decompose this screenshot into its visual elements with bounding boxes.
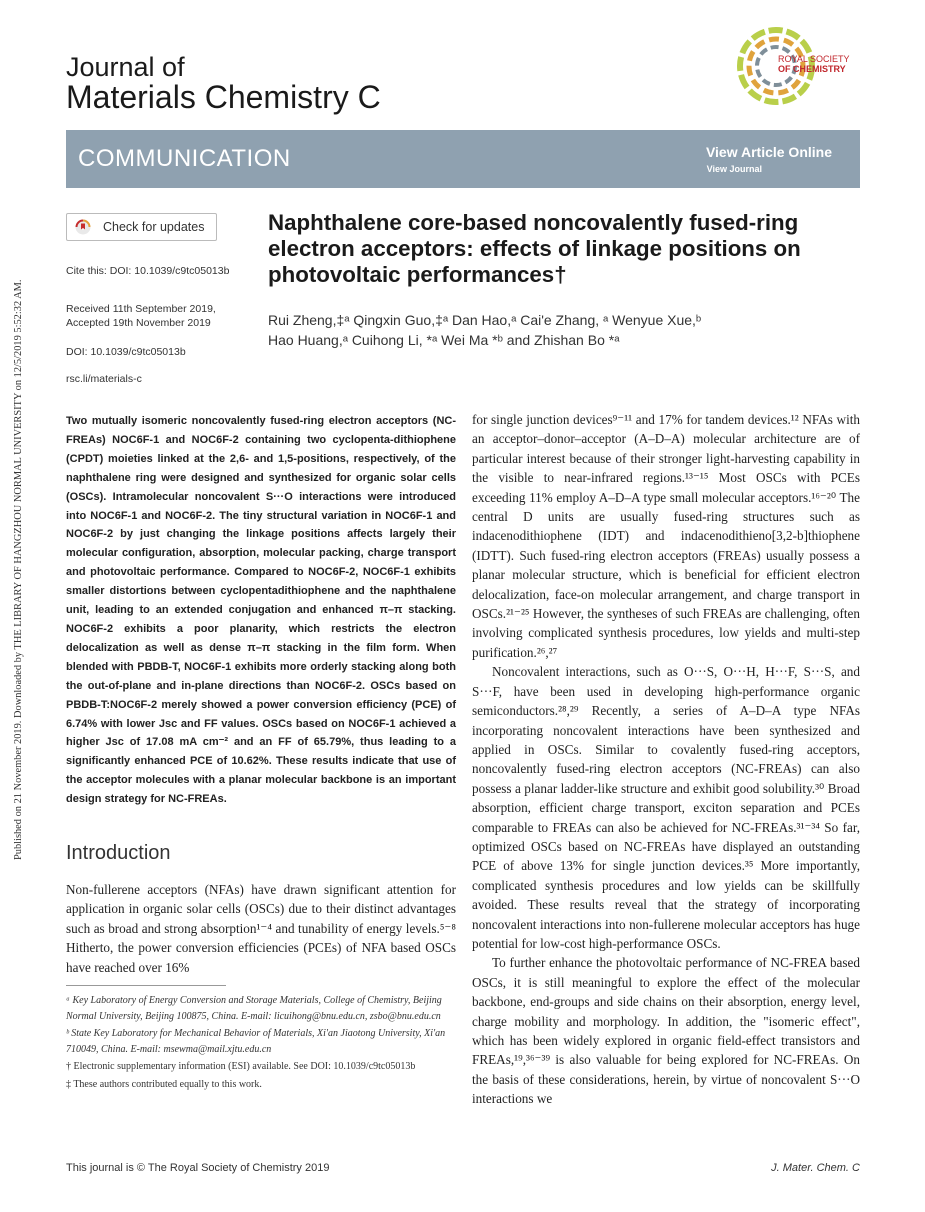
article-type: COMMUNICATION <box>78 145 291 172</box>
article-title: Naphthalene core-based noncovalently fused-ring electron acceptors: effects of linkage positions on photovoltaic performances† <box>268 210 801 287</box>
rsc-logo <box>736 26 866 106</box>
abstract: Two mutually isomeric noncovalently fused-ring electron acceptors (NC-FREAs) NOC6F-1 and NOC6F-2 containing two cyclopenta-dithiophene (CPDT) moieties linked at the 2,6- and 1,5-positions, respectively, of the naphthalene ring were designed and synthesized for organic solar cells (OSCs). Intramolecular noncovalent S···O interactions were introduced into NOC6F-1 and NOC6F-2. The tiny structural variation in NOC6F-1 and NOC6F-2 by just changing the linkage positions affects largely their molecular configuration, absorption, molecular packing, charge transport and photovoltaic performance. Compared to NOC6F-2, NOC6F-1 exhibits smaller distortions between cyclopentadithiophene and the naphthalene unit, leading to an extended conjugation and enhanced π–π stacking. NOC6F-2 exhibits a poor planarity, which restricts the electron delocalization as well as dense π–π stacking in the film form. When blended with PBDB-T, NOC6F-1 exhibits more orderly stacking along both the out-of-plane and in-plane directions than NOC6F-2. OSCs based on PBDB-T:NOC6F-2 merely showed a power conversion efficiency (PCE) of 6.74% with lower Jsc and FF values. OSCs based on NOC6F-1 achieved a higher Jsc of 17.08 mA cm⁻² and an FF of 65.79%, thus leading to a significantly enhanced PCE of 10.62%. These results indicate that use of the acceptor molecules with a planar molecular backbone is an important design strategy for NC-FREAs. <box>66 415 456 806</box>
doi: DOI: 10.1039/c9tc05013b <box>66 346 186 358</box>
footer-copyright: This journal is © The Royal Society of Chemistry 2019 <box>66 1162 330 1174</box>
journal-title-line1: Journal of <box>66 52 185 82</box>
body-paragraph-1: for single junction devices⁹⁻¹¹ and 17% for tandem devices.¹² NFAs with an acceptor–donor–acceptor (A–D–A) molecular architecture are of particular interest because of their stronger light-harvesting capability in the visible to near-infrared regions.¹³⁻¹⁵ Most OSCs with PCEs exceeding 11% employ A–D–A type small molecular acceptors.¹⁶⁻²⁰ The central D units are usually fused-ring structures such as indacenodithiophene (IDT) and indacenodithieno[3,2-b]thiophene (IDTT). Such fused-ring electron acceptors (FREAs) usually possess a planar molecular structure, which is beneficial for efficient electron delocalization, face-on molecular arrangement, and charge transport in OSCs.²¹⁻²⁵ However, the syntheses of such FREAs are challenging, often involving complicated synthesis procedures, low yields and multi-step purification.²⁶,²⁷ <box>472 412 860 660</box>
view-journal-link[interactable]: View Journal <box>706 164 762 174</box>
esi-note: † Electronic supplementary information (ESI) available. See DOI: 10.1039/c9tc05013b <box>66 1061 416 1072</box>
rsc-name-line2: OF CHEMISTRY <box>778 64 846 74</box>
download-sidebar <box>2 0 24 1212</box>
cite-this: Cite this: DOI: 10.1039/c9tc05013b <box>66 265 230 277</box>
affiliation-b: ᵇ State Key Laboratory for Mechanical Behavior of Materials, Xi'an Jiaotong University, Xi'an 710049, China. E-mail: msewma@mail.xjtu.edu.cn <box>66 1028 446 1055</box>
check-updates-icon <box>75 219 91 235</box>
introduction-heading: Introduction <box>66 842 171 864</box>
footnotes <box>66 993 456 1094</box>
authors-line-1: Rui Zheng,‡ᵃ Qingxin Guo,‡ᵃ Dan Hao,ᵃ Cai'e Zhang, ᵃ Wenyue Xue,ᵇ <box>268 312 702 328</box>
journal-title-line2: Materials Chemistry C <box>66 79 381 115</box>
author-list <box>268 310 858 350</box>
journal-link[interactable]: rsc.li/materials-c <box>66 373 142 385</box>
equal-contribution-note: ‡ These authors contributed equally to this work. <box>66 1078 262 1090</box>
body-paragraph-2: Noncovalent interactions, such as O···S, O···H, H···F, S···S, and S···F, have been used in developing high-performance organic semiconductors.²⁸,²⁹ Recently, a series of A–D–A type NFAs incorporating noncovalent interactions have been synthesized and applied in OSCs. Similar to covalently fused-ring acceptors, noncovalently fused-ring electron acceptors (NC-FREAs) can also possess a planar ladder-like structure and exhibit good solubility.³⁰ Broad absorption, efficient charge transport, exciton separation and PCEs comparable to FREAs can also be achieved for NC-FREAs.³¹⁻³⁴ So far, optimized OSCs based on NC-FREAs have displayed an outstanding PCE of above 13% for single junction devices.³⁵ More importantly, complicated synthesis procedures and low yields can be skillfully avoided. These results reveal that the strategy of incorporating noncovalent interactions into non-fullerene molecular acceptors has huge potential for low-cost high-performance OSCs. <box>472 664 860 951</box>
view-article-online-link[interactable]: View Article Online <box>705 144 832 160</box>
footer-journal: J. Mater. Chem. C <box>771 1162 860 1174</box>
right-column <box>472 410 860 1109</box>
accepted-date: Accepted 19th November 2019 <box>66 317 211 329</box>
rsc-name-line1: ROYAL SOCIETY <box>778 54 850 64</box>
received-date: Received 11th September 2019, <box>66 303 216 315</box>
download-notice: Published on 21 November 2019. Downloaded by THE LIBRARY OF HANGZHOU NORMAL UNIVERSITY on 12/5/2019 5:52:32 AM. <box>13 279 24 860</box>
footnote-divider <box>66 985 226 986</box>
check-for-updates-button[interactable] <box>66 213 217 241</box>
article-type-banner <box>66 130 860 188</box>
body-paragraph-3: To further enhance the photovoltaic performance of NC-FREA based OSCs, it is still meaningful to explore the effect of the molecular backbone, end-groups and side chains on their absorption, energy level, charge mobility and morphology. In addition, the "isomeric effect", which has been widely explored in organic field-effect transistors and FREAs,¹⁹,³⁶⁻³⁹ is also valuable for being explored for NC-FREAs. On the basis of these considerations, herein, by virtue of noncovalent S···O interactions we <box>472 955 860 1107</box>
authors-line-2: Hao Huang,ᵃ Cuihong Li, *ᵃ Wei Ma *ᵇ and Zhishan Bo *ᵃ <box>268 332 620 348</box>
introduction-paragraph: Non-fullerene acceptors (NFAs) have drawn significant attention for application in organic solar cells (OSCs) due to their distinct advantages such as broad and strong absorption¹⁻⁴ and tunability of energy levels.⁵⁻⁸ Hitherto, the power conversion efficiencies (PCEs) of NFA based OSCs have reached over 16% <box>66 882 456 975</box>
check-updates-label: Check for updates <box>103 220 205 234</box>
affiliation-a: ᵃ Key Laboratory of Energy Conversion and Storage Materials, College of Chemistry, Beijing Normal University, Beijing 100875, China. E-mail: licuihong@bnu.edu.cn, zsbo@bnu.edu.cn <box>66 995 442 1022</box>
